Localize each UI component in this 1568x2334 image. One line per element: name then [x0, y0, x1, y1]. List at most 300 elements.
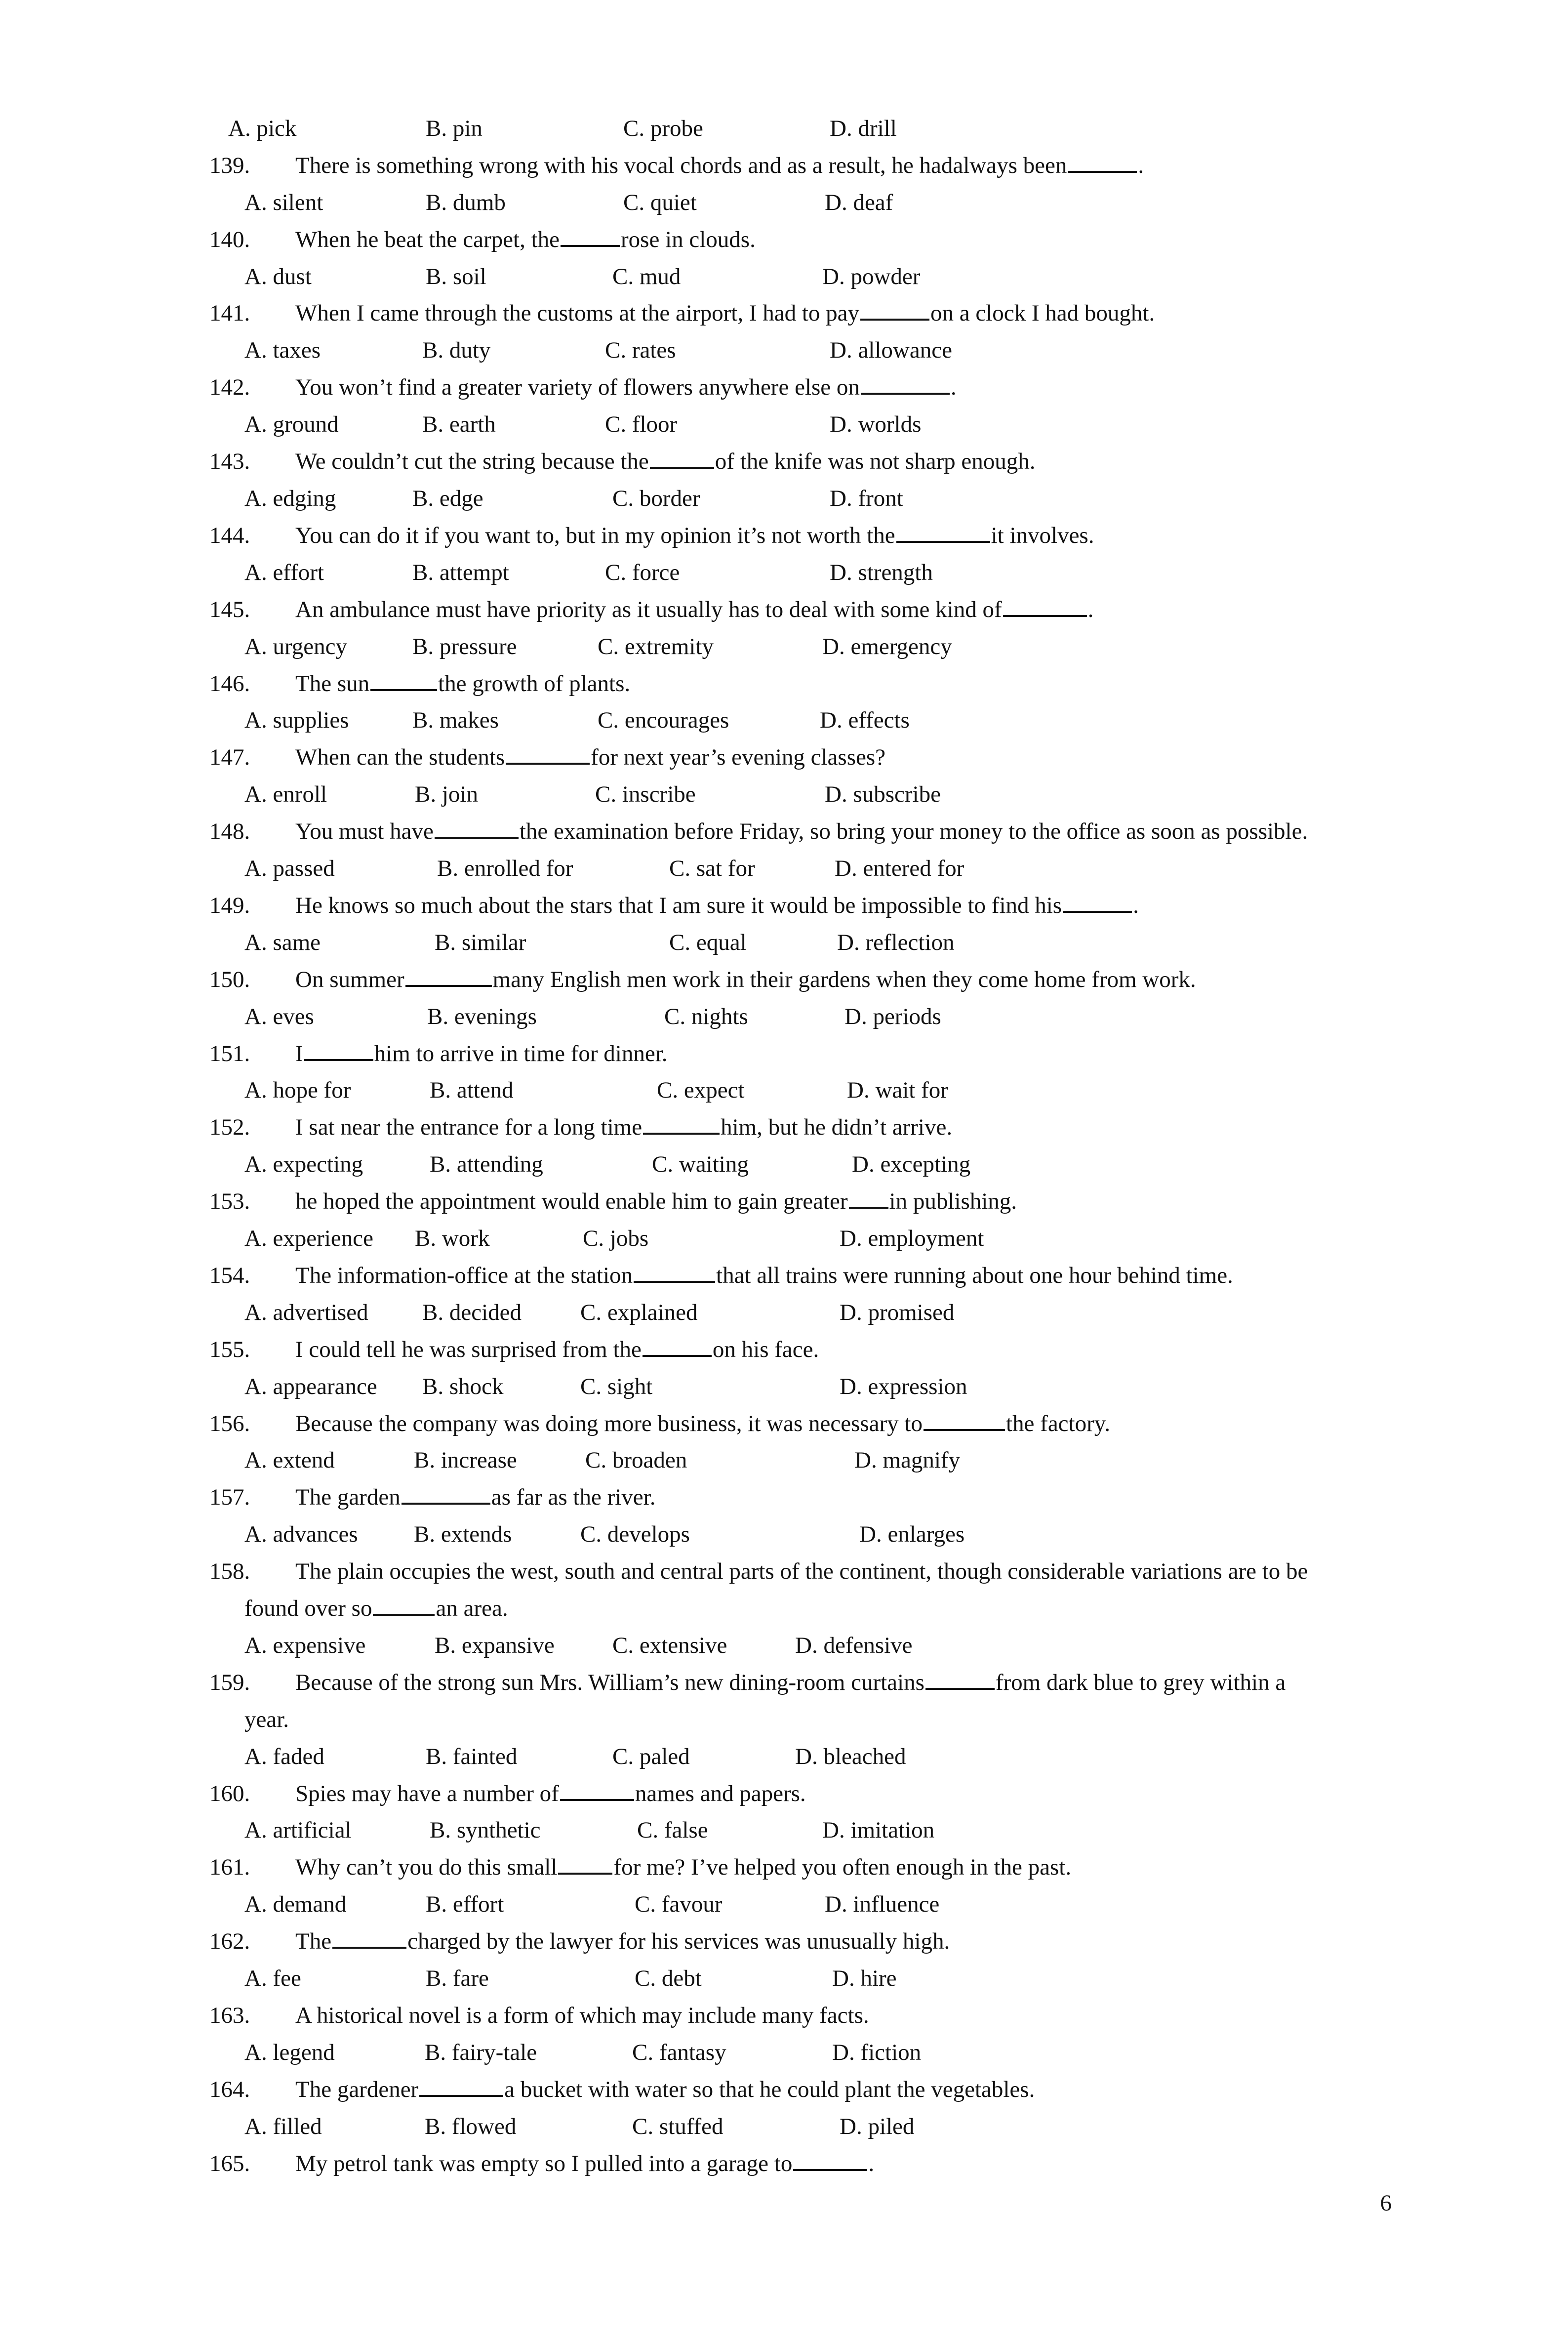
- answer-blank[interactable]: [861, 371, 950, 395]
- question-number: 150.: [209, 967, 250, 992]
- answer-blank[interactable]: [643, 1333, 712, 1357]
- answer-option[interactable]: D. deaf: [825, 190, 893, 215]
- answer-option[interactable]: D. periods: [844, 1004, 941, 1029]
- question-stem: [0, 813, 1568, 850]
- options-row: [0, 258, 1568, 295]
- question-text: [295, 1478, 655, 1516]
- answer-option[interactable]: D. magnify: [854, 1447, 961, 1473]
- question-number: 162.: [209, 1928, 250, 1954]
- answer-option[interactable]: A. dust: [244, 264, 312, 289]
- question-text: [295, 147, 1144, 184]
- answer-blank[interactable]: [373, 1592, 435, 1616]
- question-text-part: The plain occupies the west, south and central parts of the continent, though considerable variations are to be: [295, 1558, 1308, 1584]
- question-number: 153.: [209, 1188, 250, 1214]
- answer-blank[interactable]: [558, 1851, 612, 1875]
- question-stem: [0, 1664, 1568, 1701]
- answer-option[interactable]: C. waiting: [652, 1151, 749, 1177]
- options-row: [0, 184, 1568, 221]
- options-row: [0, 850, 1568, 887]
- question-text-part: charged by the lawyer for his services was unusually high.: [407, 1928, 950, 1954]
- question-number: 147.: [209, 744, 250, 770]
- options-row: [0, 1220, 1568, 1257]
- question-stem: [0, 961, 1568, 998]
- question-stem: [0, 1108, 1568, 1146]
- options-row: [0, 1738, 1568, 1775]
- question-text: [295, 1405, 1110, 1442]
- answer-option[interactable]: A. urgency: [244, 634, 347, 659]
- answer-option[interactable]: D. emergency: [822, 634, 952, 659]
- question-text-part: him to arrive in time for dinner.: [374, 1041, 668, 1066]
- question-text: [295, 1775, 806, 1812]
- question-number: 164.: [209, 2077, 250, 2102]
- answer-option[interactable]: B. increase: [414, 1447, 517, 1473]
- answer-blank[interactable]: [1063, 889, 1132, 913]
- question-text: [295, 2145, 874, 2182]
- question-stem: [0, 1923, 1568, 1960]
- question-text-part: You can do it if you want to, but in my opinion it’s not worth the: [295, 523, 895, 548]
- answer-option[interactable]: C. rates: [605, 337, 676, 363]
- question-text-part: the growth of plants.: [438, 671, 631, 696]
- answer-blank[interactable]: [419, 2073, 503, 2097]
- answer-option[interactable]: C. border: [612, 486, 700, 511]
- answer-option[interactable]: B. work: [415, 1226, 490, 1251]
- answer-blank[interactable]: [896, 519, 990, 543]
- answer-option[interactable]: C. equal: [669, 930, 747, 955]
- answer-option[interactable]: D. bleached: [795, 1744, 906, 1769]
- question-text-part: from dark blue to grey within a: [995, 1670, 1286, 1695]
- answer-option[interactable]: D. reflection: [837, 930, 955, 955]
- question-number: 154.: [209, 1263, 250, 1288]
- answer-option[interactable]: C. stuffed: [632, 2114, 724, 2139]
- question-stem: [0, 2071, 1568, 2108]
- question-text: [295, 517, 1094, 554]
- answer-blank[interactable]: [560, 1777, 634, 1801]
- question-text-part: in publishing.: [889, 1188, 1017, 1214]
- answer-option[interactable]: A. eves: [244, 1004, 314, 1029]
- question-text-part: names and papers.: [635, 1781, 806, 1806]
- answer-blank[interactable]: [793, 2147, 867, 2171]
- question-stem: [0, 443, 1568, 480]
- question-text-part: as far as the river.: [491, 1484, 656, 1510]
- question-stem: [0, 221, 1568, 258]
- question-number: 161.: [209, 1854, 250, 1880]
- answer-option[interactable]: D. worlds: [830, 411, 922, 437]
- question-text-part: it involves.: [991, 523, 1094, 548]
- options-row: [0, 1071, 1568, 1109]
- question-stem: [0, 1478, 1568, 1516]
- answer-option[interactable]: C. extremity: [598, 634, 714, 659]
- answer-option[interactable]: C. broaden: [585, 1447, 687, 1473]
- question-text-part: .: [1138, 153, 1144, 178]
- answer-option[interactable]: C. fantasy: [632, 2040, 726, 2065]
- answer-option[interactable]: A. enroll: [244, 781, 327, 807]
- answer-blank[interactable]: [561, 223, 620, 247]
- question-text-part: found over so: [244, 1596, 372, 1621]
- answer-option[interactable]: D. fiction: [832, 2040, 922, 2065]
- answer-blank[interactable]: [370, 667, 437, 691]
- answer-option[interactable]: B. shock: [422, 1374, 504, 1399]
- answer-option[interactable]: B. dumb: [426, 190, 506, 215]
- answer-option[interactable]: B. extends: [414, 1521, 512, 1547]
- question-text-part: on his face.: [712, 1337, 819, 1362]
- question-stem: [0, 887, 1568, 924]
- options-row: [0, 998, 1568, 1035]
- question-text-part: I could tell he was surprised from the: [295, 1337, 642, 1362]
- answer-option[interactable]: B. effort: [426, 1891, 504, 1917]
- question-stem: [0, 591, 1568, 628]
- answer-option[interactable]: A. pick: [228, 116, 297, 141]
- answer-option[interactable]: B. synthetic: [430, 1817, 541, 1843]
- answer-option[interactable]: C. force: [605, 560, 680, 585]
- answer-option[interactable]: D. allowance: [830, 337, 952, 363]
- answer-option[interactable]: B. join: [415, 781, 478, 807]
- answer-option[interactable]: C. jobs: [583, 1226, 649, 1251]
- options-row: [0, 331, 1568, 369]
- question-stem: [0, 665, 1568, 702]
- options-row: [0, 1146, 1568, 1183]
- question-text-part: he hoped the appointment would enable him to gain greater: [295, 1188, 848, 1214]
- answer-blank[interactable]: [304, 1037, 373, 1061]
- answer-option[interactable]: A. same: [244, 930, 321, 955]
- options-row: [0, 406, 1568, 443]
- answer-option[interactable]: D. influence: [825, 1891, 940, 1917]
- answer-option[interactable]: C. false: [637, 1817, 708, 1843]
- question-text-part: an area.: [436, 1596, 508, 1621]
- question-stem: [0, 369, 1568, 406]
- options-row: [0, 776, 1568, 813]
- question-text-part: .: [1087, 597, 1094, 622]
- options-row: [0, 1368, 1568, 1405]
- question-text-part: year.: [244, 1707, 289, 1732]
- question-text: [295, 1923, 950, 1960]
- answer-option[interactable]: B. attend: [430, 1077, 514, 1103]
- question-stem: [0, 1257, 1568, 1294]
- answer-option[interactable]: B. pin: [426, 116, 482, 141]
- answer-blank[interactable]: [506, 741, 590, 765]
- answer-option[interactable]: B. fairy-tale: [425, 2040, 537, 2065]
- question-text: [295, 1035, 668, 1072]
- options-row: [0, 1811, 1568, 1849]
- question-text: [295, 665, 630, 702]
- answer-option[interactable]: D. front: [830, 486, 903, 511]
- answer-option[interactable]: B. fare: [426, 1965, 489, 1991]
- question-text-part: You won’t find a greater variety of flowers anywhere else on: [295, 374, 860, 400]
- question-stem: [0, 517, 1568, 554]
- page-number: 6: [1380, 2190, 1392, 2216]
- question-stem: [0, 1553, 1568, 1590]
- answer-option[interactable]: C. inscribe: [595, 781, 696, 807]
- answer-option[interactable]: C. sight: [580, 1374, 653, 1399]
- question-text: [295, 591, 1093, 628]
- answer-option[interactable]: A. expecting: [244, 1151, 363, 1177]
- answer-blank[interactable]: [860, 297, 929, 321]
- options-row: [0, 1627, 1568, 1664]
- answer-option[interactable]: A. ground: [244, 411, 339, 437]
- answer-option[interactable]: D. enlarges: [859, 1521, 965, 1547]
- answer-option[interactable]: D. hire: [832, 1965, 897, 1991]
- question-text-part: The information-office at the station: [295, 1263, 633, 1288]
- answer-option[interactable]: A. faded: [244, 1744, 324, 1769]
- answer-blank[interactable]: [849, 1185, 888, 1209]
- question-number: 159.: [209, 1670, 250, 1695]
- options-row: [0, 1441, 1568, 1479]
- question-text: [244, 1701, 289, 1738]
- answer-option[interactable]: D. powder: [822, 264, 921, 289]
- question-text-part: rose in clouds.: [621, 227, 756, 252]
- answer-option[interactable]: C. extensive: [612, 1633, 727, 1658]
- answer-option[interactable]: B. attempt: [412, 560, 509, 585]
- options-row: [0, 924, 1568, 961]
- answer-option[interactable]: D. expression: [840, 1374, 967, 1399]
- question-text-part: The sun: [295, 671, 370, 696]
- question-text-part: An ambulance must have priority as it usually has to deal with some kind of: [295, 597, 1002, 622]
- options-row: [0, 1960, 1568, 1997]
- question-text: [295, 2071, 1035, 2108]
- answer-blank[interactable]: [1003, 593, 1087, 617]
- question-stem: [0, 147, 1568, 184]
- question-number: 149.: [209, 893, 250, 918]
- answer-blank[interactable]: [634, 1259, 715, 1283]
- answer-option[interactable]: A. legend: [244, 2040, 335, 2065]
- question-text: [295, 1997, 869, 2034]
- question-text: [295, 961, 1196, 998]
- question-text-part: When he beat the carpet, the: [295, 227, 560, 252]
- answer-option[interactable]: A. extend: [244, 1447, 335, 1473]
- question-text: [295, 1848, 1071, 1886]
- question-number: 155.: [209, 1337, 250, 1362]
- answer-option[interactable]: B. similar: [435, 930, 526, 955]
- question-text-part: The gardener: [295, 2077, 419, 2102]
- answer-blank[interactable]: [925, 1666, 995, 1690]
- question-text-part: of the knife was not sharp enough.: [715, 449, 1036, 474]
- options-row: [0, 110, 1568, 147]
- question-text-part: that all trains were running about one hour behind time.: [716, 1263, 1233, 1288]
- question-text-part: When can the students: [295, 744, 505, 770]
- answer-option[interactable]: D. defensive: [795, 1633, 913, 1658]
- question-text-part: the factory.: [1006, 1411, 1110, 1436]
- question-text-part: Why can’t you do this small: [295, 1854, 558, 1880]
- question-text-part: .: [950, 374, 957, 400]
- question-number: 139.: [209, 153, 250, 178]
- answer-blank[interactable]: [1068, 149, 1137, 173]
- question-text-part: many English men work in their gardens when they come home from work.: [492, 967, 1196, 992]
- answer-option[interactable]: A. passed: [244, 856, 335, 881]
- answer-option[interactable]: A. demand: [244, 1891, 347, 1917]
- question-text-part: Because of the strong sun Mrs. William’s new dining-room curtains: [295, 1670, 925, 1695]
- answer-option[interactable]: C. quiet: [623, 190, 697, 215]
- question-text-part: The: [295, 1928, 332, 1954]
- question-number: 143.: [209, 449, 250, 474]
- question-text-part: We couldn’t cut the string because the: [295, 449, 649, 474]
- question-text: [295, 369, 957, 406]
- answer-blank[interactable]: [924, 1407, 1005, 1431]
- answer-option[interactable]: A. fee: [244, 1965, 301, 1991]
- answer-option[interactable]: C. probe: [623, 116, 703, 141]
- answer-option[interactable]: B. attending: [430, 1151, 543, 1177]
- question-number: 140.: [209, 227, 250, 252]
- answer-option[interactable]: A. expensive: [244, 1633, 366, 1658]
- answer-option[interactable]: D. promised: [840, 1300, 955, 1325]
- answer-option[interactable]: D. excepting: [852, 1151, 971, 1177]
- options-row: [0, 554, 1568, 591]
- question-text: [295, 1257, 1233, 1294]
- answer-option[interactable]: B. enrolled for: [437, 856, 573, 881]
- answer-option[interactable]: A. taxes: [244, 337, 321, 363]
- question-text-part: There is something wrong with his vocal chords and as a result, he hadalways been: [295, 153, 1067, 178]
- answer-option[interactable]: C. explained: [580, 1300, 698, 1325]
- answer-option[interactable]: B. duty: [422, 337, 491, 363]
- answer-option[interactable]: C. floor: [605, 411, 678, 437]
- answer-option[interactable]: B. flowed: [425, 2114, 517, 2139]
- question-continuation: [0, 1701, 1568, 1738]
- options-row: [0, 628, 1568, 665]
- question-number: 145.: [209, 597, 250, 622]
- answer-option[interactable]: A. filled: [244, 2114, 322, 2139]
- question-text-part: a bucket with water so that he could plant the vegetables.: [504, 2077, 1035, 2102]
- answer-option[interactable]: C. encourages: [598, 707, 729, 733]
- question-text: [295, 294, 1155, 332]
- question-text: [295, 1183, 1017, 1220]
- answer-option[interactable]: A. silent: [244, 190, 323, 215]
- question-text-part: Because the company was doing more business, it was necessary to: [295, 1411, 923, 1436]
- answer-option[interactable]: D. entered for: [835, 856, 965, 881]
- question-text: [295, 887, 1139, 924]
- answer-option[interactable]: D. effects: [820, 707, 910, 733]
- answer-option[interactable]: A. supplies: [244, 707, 349, 733]
- answer-blank[interactable]: [405, 963, 492, 987]
- options-row: [0, 1885, 1568, 1923]
- answer-option[interactable]: A. hope for: [244, 1077, 351, 1103]
- answer-option[interactable]: D. employment: [840, 1226, 984, 1251]
- question-text: [295, 443, 1036, 480]
- question-text: [295, 1553, 1308, 1590]
- answer-blank[interactable]: [643, 1111, 720, 1135]
- answer-option[interactable]: B. pressure: [412, 634, 517, 659]
- question-number: 157.: [209, 1484, 250, 1510]
- question-text-part: My petrol tank was empty so I pulled into a garage to: [295, 2151, 793, 2176]
- question-text-part: A historical novel is a form of which may include many facts.: [295, 2003, 869, 2028]
- question-continuation: [0, 1590, 1568, 1627]
- answer-blank[interactable]: [650, 445, 714, 469]
- question-text-part: for next year’s evening classes?: [591, 744, 886, 770]
- answer-blank[interactable]: [435, 815, 519, 839]
- question-text-part: Spies may have a number of: [295, 1781, 559, 1806]
- question-text-part: You must have: [295, 819, 434, 844]
- answer-option[interactable]: A. advances: [244, 1521, 358, 1547]
- question-stem: [0, 2145, 1568, 2182]
- answer-option[interactable]: C. mud: [612, 264, 681, 289]
- question-text: [244, 1590, 508, 1627]
- answer-option[interactable]: B. evenings: [427, 1004, 537, 1029]
- answer-option[interactable]: C. nights: [664, 1004, 748, 1029]
- answer-option[interactable]: C. sat for: [669, 856, 755, 881]
- question-text-part: him, but he didn’t arrive.: [721, 1114, 953, 1140]
- question-number: 158.: [209, 1558, 250, 1584]
- answer-option[interactable]: A. experience: [244, 1226, 373, 1251]
- question-stem: [0, 1183, 1568, 1220]
- options-row: [0, 2108, 1568, 2145]
- question-number: 163.: [209, 2003, 250, 2028]
- question-text-part: The garden: [295, 1484, 401, 1510]
- answer-option[interactable]: A. artificial: [244, 1817, 352, 1843]
- answer-option[interactable]: B. expansive: [435, 1633, 555, 1658]
- question-number: 156.: [209, 1411, 250, 1436]
- question-text-part: He knows so much about the stars that I am sure it would be impossible to find his: [295, 893, 1062, 918]
- question-text-part: I sat near the entrance for a long time: [295, 1114, 643, 1140]
- question-text-part: I: [295, 1041, 303, 1066]
- answer-option[interactable]: D. strength: [830, 560, 933, 585]
- question-text: [295, 813, 1308, 850]
- answer-option[interactable]: D. wait for: [847, 1077, 948, 1103]
- question-text-part: On summer: [295, 967, 404, 992]
- question-number: 160.: [209, 1781, 250, 1806]
- answer-blank[interactable]: [402, 1481, 490, 1505]
- answer-option[interactable]: D. imitation: [822, 1817, 935, 1843]
- answer-option[interactable]: D. drill: [830, 116, 897, 141]
- question-text: [295, 221, 756, 258]
- options-row: [0, 1515, 1568, 1553]
- question-number: 152.: [209, 1114, 250, 1140]
- answer-option[interactable]: A. effort: [244, 560, 324, 585]
- question-stem: [0, 738, 1568, 776]
- answer-blank[interactable]: [332, 1925, 406, 1949]
- options-row: [0, 2034, 1568, 2071]
- question-text-part: on a clock I had bought.: [930, 300, 1155, 326]
- question-text-part: for me? I’ve helped you often enough in the past.: [613, 1854, 1072, 1880]
- answer-option[interactable]: B. soil: [426, 264, 486, 289]
- answer-option[interactable]: C. expect: [657, 1077, 745, 1103]
- answer-option[interactable]: D. piled: [840, 2114, 915, 2139]
- answer-option[interactable]: B. makes: [412, 707, 499, 733]
- options-row: [0, 1294, 1568, 1331]
- question-number: 144.: [209, 523, 250, 548]
- answer-option[interactable]: C. develops: [580, 1521, 690, 1547]
- answer-option[interactable]: B. fainted: [426, 1744, 518, 1769]
- question-text-part: .: [868, 2151, 875, 2176]
- question-text-part: When I came through the customs at the airport, I had to pay: [295, 300, 859, 326]
- question-number: 146.: [209, 671, 250, 696]
- answer-option[interactable]: C. paled: [612, 1744, 690, 1769]
- question-number: 148.: [209, 819, 250, 844]
- question-text: [295, 738, 885, 776]
- answer-option[interactable]: D. subscribe: [825, 781, 941, 807]
- answer-option[interactable]: A. edging: [244, 486, 336, 511]
- question-number: 151.: [209, 1041, 250, 1066]
- question-number: 141.: [209, 300, 250, 326]
- question-stem: [0, 1775, 1568, 1812]
- question-text-part: the examination before Friday, so bring your money to the office as soon as possible.: [519, 819, 1308, 844]
- options-row: [0, 480, 1568, 517]
- question-stem: [0, 1848, 1568, 1886]
- question-stem: [0, 1331, 1568, 1368]
- answer-option[interactable]: A. appearance: [244, 1374, 377, 1399]
- question-stem: [0, 1035, 1568, 1072]
- question-stem: [0, 1997, 1568, 2034]
- answer-option[interactable]: A. advertised: [244, 1300, 368, 1325]
- question-text: [295, 1331, 819, 1368]
- answer-option[interactable]: B. edge: [412, 486, 483, 511]
- question-stem: [0, 1405, 1568, 1442]
- question-text-part: .: [1133, 893, 1139, 918]
- answer-option[interactable]: B. earth: [422, 411, 496, 437]
- answer-option[interactable]: C. debt: [635, 1965, 702, 1991]
- options-row: [0, 701, 1568, 739]
- answer-option[interactable]: B. decided: [422, 1300, 522, 1325]
- answer-option[interactable]: C. favour: [635, 1891, 723, 1917]
- question-text: [295, 1664, 1286, 1701]
- question-text: [295, 1108, 952, 1146]
- question-number: 142.: [209, 374, 250, 400]
